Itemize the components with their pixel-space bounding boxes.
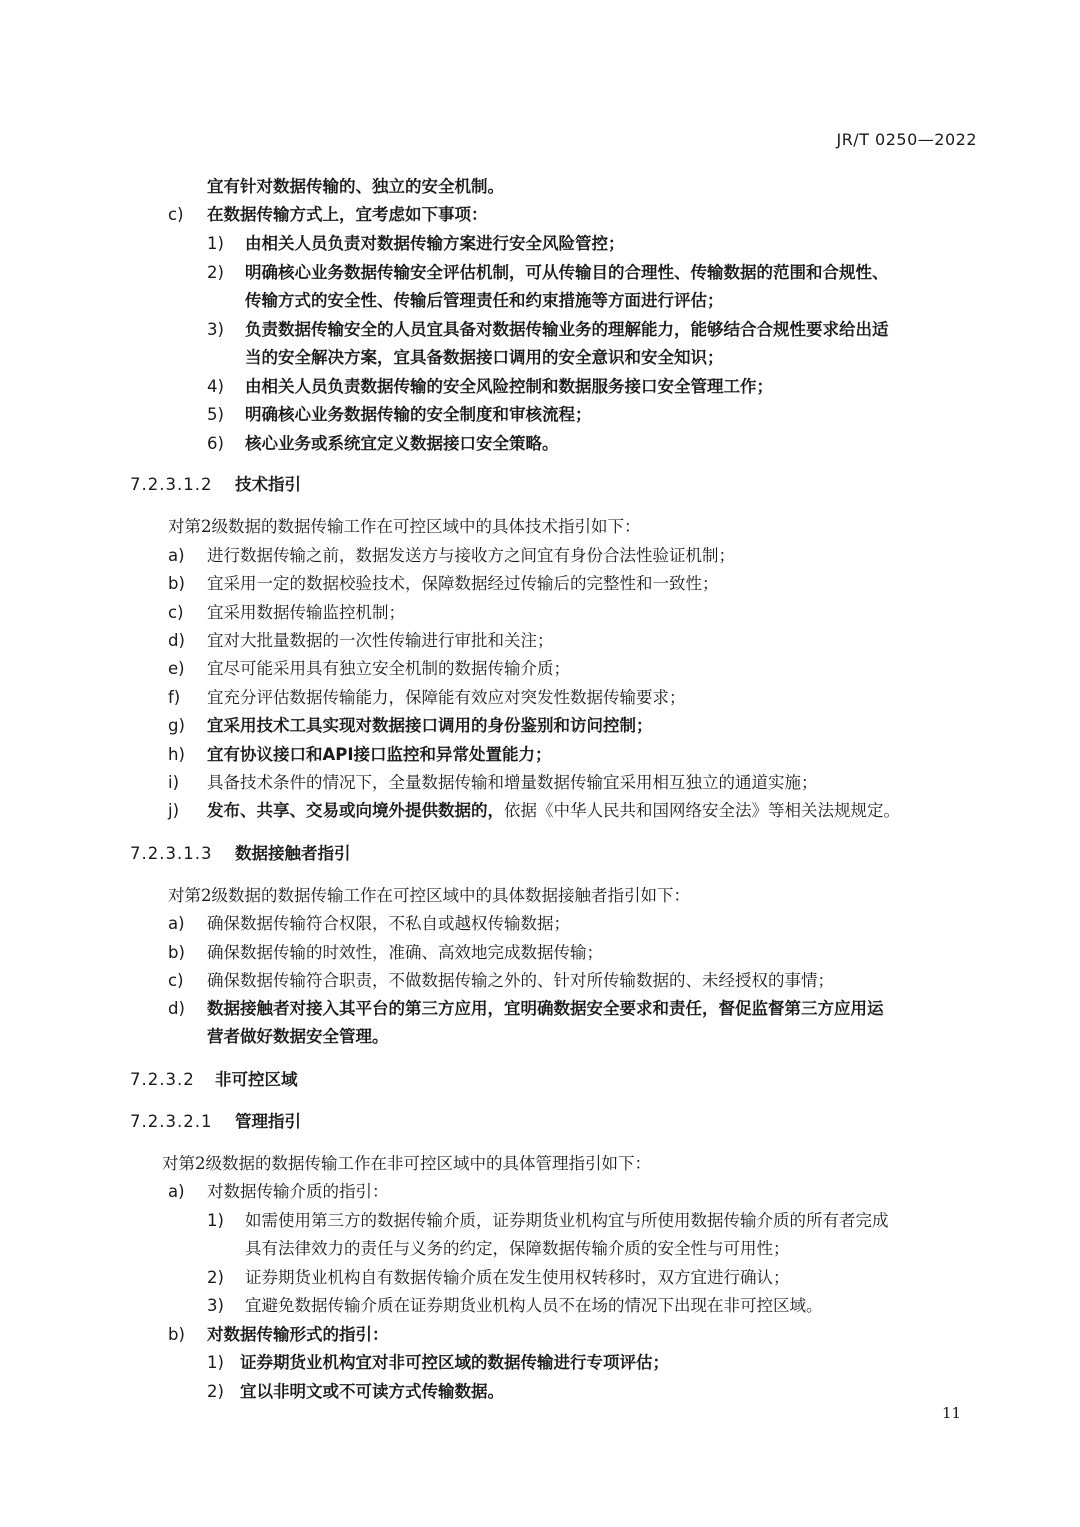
section-number: 7.2.3.2.1 (130, 1112, 213, 1131)
list-marker: e) (168, 659, 185, 678)
list-marker: c) (168, 971, 184, 990)
list-marker: 2) (207, 263, 224, 282)
list-marker: 1) (207, 234, 224, 253)
section-number: 7.2.3.1.2 (130, 475, 213, 494)
list-marker: g) (168, 716, 185, 735)
list-marker: i) (168, 773, 180, 792)
list-item-text: 明确核心业务数据传输安全评估机制，可从传输目的合理性、传输数据的范围和合规性、 (245, 263, 889, 282)
list-item-text: 明确核心业务数据传输的安全制度和审核流程； (245, 405, 592, 424)
list-item-text: 具备技术条件的情况下，全量数据传输和增量数据传输宜采用相互独立的通道实施； (207, 773, 818, 792)
list-item-text: 宜采用一定的数据校验技术，保障数据经过传输后的完整性和一致性； (207, 574, 719, 593)
list-item-text: 负责数据传输安全的人员宜具备对数据传输业务的理解能力，能够结合合规性要求给出适 (245, 320, 889, 339)
list-item-text: 宜充分评估数据传输能力，保障能有效应对突发性数据传输要求； (207, 688, 686, 707)
list-item-continuation: 当的安全解决方案，宜具备数据接口调用的安全意识和安全知识； (245, 348, 724, 367)
list-marker: 1) (207, 1353, 224, 1372)
list-marker: 3) (207, 320, 224, 339)
list-item-text: 核心业务或系统宜定义数据接口安全策略。 (245, 434, 559, 453)
section-title: 技术指引 (235, 475, 301, 494)
section-intro: 对第2级数据的数据传输工作在可控区域中的具体数据接触者指引如下： (168, 886, 690, 905)
list-item-continuation: 具有法律效力的责任与义务的约定，保障数据传输介质的安全性与可用性； (245, 1239, 790, 1258)
list-item-text: 宜对大批量数据的一次性传输进行审批和关注； (207, 631, 554, 650)
page-number: 11 (942, 1404, 962, 1422)
section-intro: 对第2级数据的数据传输工作在可控区域中的具体技术指引如下： (168, 517, 641, 536)
list-marker: 4) (207, 377, 224, 396)
list-marker: h) (168, 745, 185, 764)
list-item-text: 数据接触者对接入其平台的第三方应用，宜明确数据安全要求和责任，督促监督第三方应用运 (207, 999, 884, 1018)
section-number: 7.2.3.1.3 (130, 844, 213, 863)
list-marker: 2) (207, 1268, 224, 1287)
list-item-text: 如需使用第三方的数据传输介质，证券期货业机构宜与所使用数据传输介质的所有者完成 (245, 1211, 889, 1230)
section-number: 7.2.3.2 (130, 1070, 195, 1089)
list-marker: a) (168, 546, 185, 565)
list-item-text: 证券期货业机构宜对非可控区域的数据传输进行专项评估； (240, 1353, 669, 1372)
list-item-text: 确保数据传输符合职责，不做数据传输之外的、针对所传输数据的、未经授权的事情； (207, 971, 834, 990)
list-item-text-a: 发布、共享、交易或向境外提供数据的， (207, 801, 504, 820)
list-item-text: 由相关人员负责数据传输的安全风险控制和数据服务接口安全管理工作； (245, 377, 773, 396)
list-item-text: 在数据传输方式上，宜考虑如下事项： (207, 205, 488, 224)
list-item-continuation: 传输方式的安全性、传输后管理责任和约束措施等方面进行评估； (245, 291, 724, 310)
list-marker: b) (168, 574, 185, 593)
list-marker: 3) (207, 1296, 224, 1315)
list-item-text: 对数据传输介质的指引： (207, 1182, 389, 1201)
list-marker: 5) (207, 405, 224, 424)
list-marker: f) (168, 688, 181, 707)
list-item-text: 由相关人员负责对数据传输方案进行安全风险管控； (245, 234, 625, 253)
list-item-text: 宜有协议接口和API接口监控和异常处置能力； (207, 745, 552, 764)
list-item-text: 宜尽可能采用具有独立安全机制的数据传输介质； (207, 659, 570, 678)
list-marker: 2) (207, 1382, 224, 1401)
list-marker: a) (168, 914, 185, 933)
section-title: 管理指引 (235, 1112, 301, 1131)
list-item-text: 确保数据传输符合权限，不私自或越权传输数据； (207, 914, 570, 933)
list-marker: b) (168, 1325, 185, 1344)
list-item-text: 进行数据传输之前，数据发送方与接收方之间宜有身份合法性验证机制； (207, 546, 735, 565)
list-marker: c) (168, 205, 184, 224)
list-item-text: 宜避免数据传输介质在证券期货业机构人员不在场的情况下出现在非可控区域。 (245, 1296, 823, 1315)
list-marker: b) (168, 943, 185, 962)
list-item-text: 宜采用技术工具实现对数据接口调用的身份鉴别和访问控制； (207, 716, 653, 735)
list-item-text: 对数据传输形式的指引： (207, 1325, 389, 1344)
list-item-text-b: 依据《中华人民共和国网络安全法》等相关法规规定。 (504, 801, 900, 820)
continuation-text: 宜有针对数据传输的、独立的安全机制。 (207, 177, 504, 196)
list-marker: d) (168, 999, 185, 1018)
list-item-text: 宜以非明文或不可读方式传输数据。 (240, 1382, 504, 1401)
section-title: 数据接触者指引 (235, 844, 351, 863)
list-marker: d) (168, 631, 185, 650)
section-title: 非可控区域 (215, 1070, 298, 1089)
list-item-continuation: 营者做好数据安全管理。 (207, 1027, 389, 1046)
list-marker: 1) (207, 1211, 224, 1230)
list-item-text: 证券期货业机构自有数据传输介质在发生使用权转移时，双方宜进行确认； (245, 1268, 790, 1287)
document-id: JR/T 0250—2022 (836, 130, 977, 149)
list-marker: c) (168, 603, 184, 622)
list-item-text (207, 799, 900, 823)
list-item-text: 确保数据传输的时效性，准确、高效地完成数据传输； (207, 943, 603, 962)
section-intro: 对第2级数据的数据传输工作在非可控区域中的具体管理指引如下： (162, 1154, 651, 1173)
list-marker: 6) (207, 434, 224, 453)
list-marker: a) (168, 1182, 185, 1201)
list-marker: j) (168, 801, 180, 820)
list-item-text: 宜采用数据传输监控机制； (207, 603, 405, 622)
